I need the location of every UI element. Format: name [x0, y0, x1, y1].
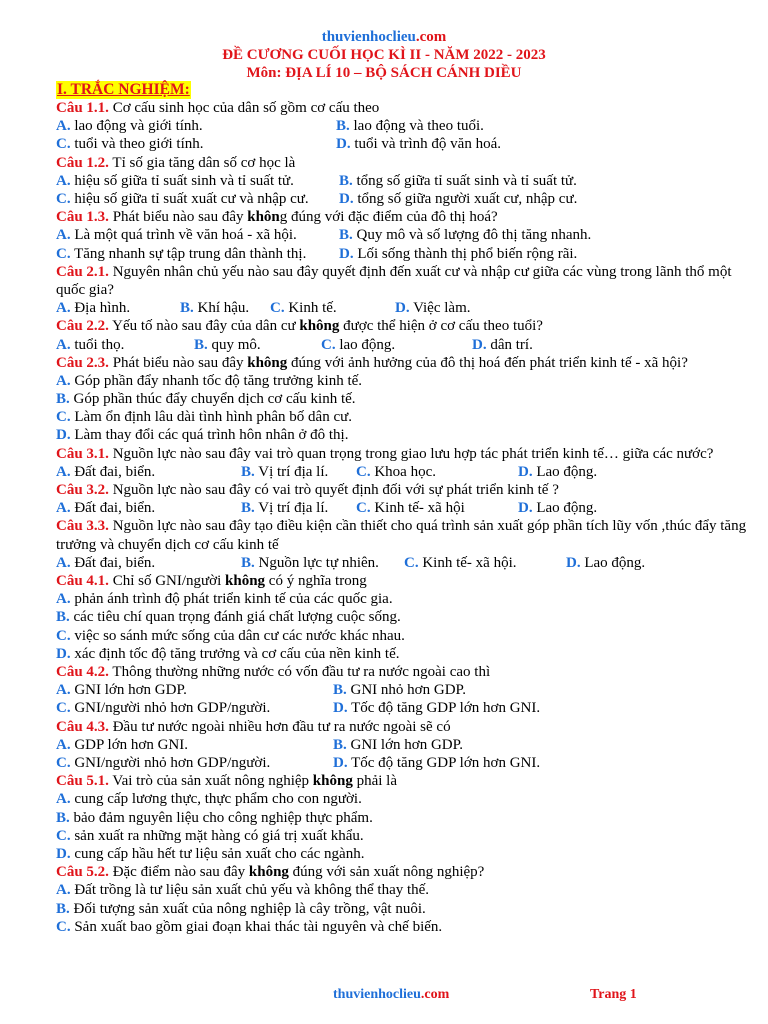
- answer-option[interactable]: [56, 790, 362, 808]
- answer-letter: D.: [56, 645, 71, 662]
- answer-option[interactable]: [56, 426, 348, 444]
- answer-text: bảo đảm nguyên liệu cho công nghiệp thực phẩm.: [69, 809, 373, 826]
- answer-letter: B.: [333, 736, 347, 753]
- answer-option[interactable]: [395, 299, 470, 317]
- answer-letter: C.: [56, 827, 71, 844]
- answer-letter: D.: [56, 845, 71, 862]
- answer-option[interactable]: [56, 117, 203, 135]
- question-label: Câu 1.3.: [56, 209, 109, 226]
- answer-text: Kinh tế- xã hội: [370, 500, 465, 517]
- question-stem: [56, 154, 756, 172]
- answer-row: [56, 918, 756, 936]
- question-text: Phát biểu nào sau đây: [108, 209, 248, 226]
- question-text: Nguồn lực nào sau đây có vai trò quyết định đối với sự phát triển kinh tế ?: [108, 482, 559, 499]
- answer-text: Lao động.: [532, 500, 598, 517]
- answer-letter: A.: [56, 227, 71, 244]
- answer-option[interactable]: [241, 499, 328, 517]
- answer-letter: A.: [56, 791, 71, 808]
- answer-text: sản xuất ra những mặt hàng có giá trị xuất khẩu.: [70, 827, 364, 844]
- question-label: Câu 4.3.: [56, 718, 109, 735]
- answer-text: Đất đai, biển.: [70, 463, 156, 480]
- answer-letter: B.: [56, 809, 70, 826]
- answer-row: [56, 554, 756, 572]
- answer-option[interactable]: [56, 190, 309, 208]
- question-stem: [56, 445, 756, 463]
- answer-row: [56, 699, 756, 717]
- section-title: I. TRẮC NGHIỆM:: [57, 81, 190, 98]
- answer-text: Đất đai, biển.: [70, 554, 156, 571]
- answer-option[interactable]: [566, 554, 645, 572]
- answer-letter: C.: [270, 300, 285, 317]
- question-text-tail: phải là: [352, 773, 397, 790]
- answer-row: [56, 845, 756, 863]
- answer-letter: C.: [56, 754, 71, 771]
- answer-option[interactable]: [56, 736, 188, 754]
- answer-letter: D.: [333, 754, 348, 771]
- question-label: Câu 5.2.: [56, 864, 109, 881]
- answer-row: [56, 463, 756, 481]
- answer-text: GNI nhỏ hơn GDP.: [346, 682, 466, 699]
- answer-option[interactable]: [56, 463, 155, 481]
- question-label: Câu 3.1.: [56, 445, 109, 462]
- answer-row: [56, 190, 756, 208]
- answer-letter: C.: [404, 554, 419, 571]
- answer-option[interactable]: [336, 117, 484, 135]
- answer-letter: C.: [356, 500, 371, 517]
- answer-letter: A.: [56, 554, 71, 571]
- answer-text: Là một quá trình về văn hoá - xã hội.: [70, 227, 297, 244]
- answer-letter: C.: [321, 336, 336, 353]
- page-number: Trang 1: [590, 987, 637, 1002]
- answer-letter: B.: [339, 172, 353, 189]
- question-stem: [56, 263, 756, 299]
- answer-option[interactable]: [56, 809, 373, 827]
- answer-row: [56, 627, 756, 645]
- answer-letter: D.: [395, 300, 410, 317]
- answer-letter: A.: [56, 336, 71, 353]
- answer-option[interactable]: [241, 463, 328, 481]
- answer-text: Làm thay đổi các quá trình hôn nhân ở đô thị.: [70, 427, 349, 444]
- answer-letter: D.: [339, 190, 354, 207]
- answer-text: Khí hậu.: [193, 300, 250, 317]
- answer-option[interactable]: [56, 645, 399, 663]
- answer-option[interactable]: [56, 918, 442, 936]
- answer-text: dân trí.: [486, 336, 533, 353]
- answer-text: cung cấp hầu hết tư liệu sản xuất cho các ngành.: [70, 845, 365, 862]
- answer-text: Sản xuất bao gồm giai đoạn khai thác tài nguyên và chế biến.: [70, 918, 443, 935]
- answer-option[interactable]: [356, 463, 436, 481]
- answer-letter: A.: [56, 591, 71, 608]
- answer-row: [56, 827, 756, 845]
- answer-row: [56, 736, 756, 754]
- question-stem: [56, 317, 756, 335]
- answer-letter: C.: [56, 245, 71, 262]
- question-label: Câu 1.2.: [56, 154, 109, 171]
- answer-option[interactable]: [518, 463, 597, 481]
- answer-option[interactable]: [56, 299, 130, 317]
- document-header: [0, 28, 768, 82]
- answer-option[interactable]: [321, 336, 395, 354]
- question-text: Đầu tư nước ngoài nhiều hơn đầu tư ra nước ngoài sẽ có: [108, 718, 451, 735]
- answer-option[interactable]: [333, 736, 463, 754]
- answer-option[interactable]: [339, 172, 577, 190]
- question-label: Câu 4.2.: [56, 664, 109, 680]
- answer-text: việc so sánh mức sống của dân cư các nước khác nhau.: [70, 627, 405, 644]
- answer-row: [56, 881, 756, 899]
- question-text-tail: đúng với sản xuất nông nghiệp?: [288, 864, 485, 881]
- answer-row: [56, 900, 756, 918]
- answer-letter: B.: [56, 391, 70, 408]
- answer-letter: A.: [56, 118, 71, 135]
- answer-row: [56, 645, 756, 663]
- answer-letter: B.: [56, 900, 70, 917]
- answer-letter: D.: [56, 427, 71, 444]
- answer-letter: B.: [194, 336, 208, 353]
- question-text-tail: đúng với ảnh hưởng của đô thị hoá đến phát triển kinh tế - xã hội?: [287, 354, 688, 371]
- answer-row: [56, 117, 756, 135]
- answer-text: hiệu số giữa tỉ suất xuất cư và nhập cư.: [70, 190, 309, 207]
- answer-letter: C.: [56, 190, 71, 207]
- answer-letter: D.: [518, 463, 533, 480]
- answer-option[interactable]: [339, 190, 577, 208]
- answer-letter: C.: [356, 463, 371, 480]
- answer-text: lao động.: [335, 336, 396, 353]
- answer-text: Kinh tế- xã hội.: [418, 554, 517, 571]
- question-label: Câu 3.3.: [56, 518, 109, 535]
- answer-option[interactable]: [56, 881, 429, 899]
- answer-option[interactable]: [56, 845, 364, 863]
- answer-text: tổng số giữa người xuất cư, nhập cư.: [353, 190, 578, 207]
- answer-option[interactable]: [56, 681, 187, 699]
- answer-option[interactable]: [404, 554, 517, 572]
- subject-title: Môn: ĐỊA LÍ 10 – BỘ SÁCH CÁNH DIỀU: [246, 65, 522, 81]
- answer-option[interactable]: [241, 554, 379, 572]
- answer-letter: B.: [336, 118, 350, 135]
- answer-option[interactable]: [270, 299, 337, 317]
- answer-text: Vị trí địa lí.: [254, 463, 329, 480]
- answer-letter: D.: [518, 500, 533, 517]
- answer-row: [56, 372, 756, 390]
- answer-text: Góp phần đẩy nhanh tốc độ tăng trưởng kinh tế.: [70, 372, 363, 389]
- answer-option[interactable]: [56, 827, 364, 845]
- answer-letter: D.: [333, 700, 348, 717]
- question-label: Câu 2.3.: [56, 354, 109, 371]
- answer-row: [56, 135, 756, 153]
- answer-letter: C.: [56, 409, 71, 426]
- answer-row: [56, 299, 756, 317]
- answer-row: [56, 336, 756, 354]
- answer-row: [56, 754, 756, 772]
- answer-text: tuổi và theo giới tính.: [70, 136, 204, 153]
- answer-text: Vị trí địa lí.: [254, 500, 329, 517]
- answer-text: Quy mô và số lượng đô thị tăng nhanh.: [352, 227, 592, 244]
- answer-letter: B.: [339, 227, 353, 244]
- answer-text: GDP lớn hơn GNI.: [70, 736, 188, 753]
- answer-text: Đối tượng sản xuất của nông nghiệp là cây trồng, vật nuôi.: [69, 900, 426, 917]
- answer-text: Làm ổn định lâu dài tình hình phân bố dân cư.: [70, 409, 353, 426]
- answer-option[interactable]: [56, 245, 306, 263]
- answer-text: tổng số giữa tỉ suất sinh và tỉ suất tử.: [352, 172, 577, 189]
- answer-option[interactable]: [518, 499, 597, 517]
- answer-row: [56, 809, 756, 827]
- answer-text: hiệu số giữa tỉ suất sinh và tỉ suất tử.: [70, 172, 294, 189]
- answer-letter: A.: [56, 463, 71, 480]
- answer-option[interactable]: [194, 336, 261, 354]
- question-stem: [56, 772, 756, 790]
- answer-option[interactable]: [56, 135, 204, 153]
- question-emphasis: khôn: [247, 209, 280, 226]
- answer-text: quy mô.: [207, 336, 261, 353]
- answer-text: tuổi và trình độ văn hoá.: [350, 136, 501, 153]
- question-emphasis: không: [312, 773, 353, 790]
- answer-letter: A.: [56, 882, 71, 899]
- answer-text: Địa hình.: [70, 300, 131, 317]
- answer-letter: D.: [566, 554, 581, 571]
- answer-text: GNI lớn hơn GDP.: [70, 682, 187, 699]
- answer-letter: C.: [56, 627, 71, 644]
- answer-option[interactable]: [56, 390, 356, 408]
- answer-row: [56, 226, 756, 244]
- answer-option[interactable]: [56, 336, 124, 354]
- answer-text: Việc làm.: [409, 300, 471, 317]
- answer-row: [56, 681, 756, 699]
- question-text: Vai trò của sản xuất nông nghiệp: [108, 773, 313, 790]
- question-list: [56, 99, 756, 936]
- answer-letter: A.: [56, 300, 71, 317]
- question-text: Cơ cấu sinh học của dân số gồm cơ cấu theo: [108, 100, 380, 116]
- question-text-tail: được thể hiện ở cơ cấu theo tuổi?: [339, 318, 543, 335]
- question-label: Câu 2.2.: [56, 318, 109, 335]
- answer-text: GNI/người nhỏ hơn GDP/người.: [70, 700, 271, 717]
- site-name[interactable]: thuvienhoclieu.com: [321, 29, 447, 45]
- question-stem: [56, 663, 756, 681]
- answer-text: lao động và theo tuổi.: [349, 118, 484, 135]
- question-emphasis: không: [225, 573, 266, 590]
- question-stem: [56, 208, 756, 226]
- answer-option[interactable]: [56, 554, 155, 572]
- question-text: Yếu tố nào sau đây của dân cư: [108, 318, 300, 335]
- exam-title: ĐỀ CƯƠNG CUỐI HỌC KÌ II - NĂM 2022 - 2023: [222, 47, 546, 63]
- answer-letter: D.: [339, 245, 354, 262]
- answer-text: lao động và giới tính.: [70, 118, 203, 135]
- answer-letter: B.: [241, 554, 255, 571]
- answer-text: Lối sống thành thị phổ biến rộng rãi.: [353, 245, 578, 262]
- answer-option[interactable]: [56, 699, 270, 717]
- answer-option[interactable]: [56, 608, 401, 626]
- answer-text: Đất trồng là tư liệu sản xuất chủ yếu và không thể thay thế.: [70, 882, 430, 899]
- answer-option[interactable]: [339, 226, 591, 244]
- answer-option[interactable]: [56, 172, 294, 190]
- answer-text: Lao động.: [580, 554, 646, 571]
- answer-letter: D.: [472, 336, 487, 353]
- answer-text: Tăng nhanh sự tập trung dân thành thị.: [70, 245, 307, 262]
- answer-text: Lao động.: [532, 463, 598, 480]
- question-text-tail: g đúng với đặc điểm của đô thị hoá?: [279, 209, 498, 226]
- answer-row: [56, 172, 756, 190]
- question-emphasis: không: [247, 354, 288, 371]
- answer-letter: A.: [56, 372, 71, 389]
- answer-text: Khoa học.: [370, 463, 436, 480]
- question-label: Câu 3.2.: [56, 482, 109, 499]
- answer-row: [56, 790, 756, 808]
- footer-site-name[interactable]: thuvienhoclieu.com: [333, 987, 450, 1002]
- question-text: Đặc điểm nào sau đây: [108, 864, 249, 881]
- question-text-tail: có ý nghĩa trong: [265, 573, 367, 590]
- answer-option[interactable]: [56, 499, 155, 517]
- question-text: Phát biểu nào sau đây: [108, 354, 248, 371]
- question-text: Nguyên nhân chủ yếu nào sau đây quyết định đến xuất cư và nhập cư giữa các vùng trong lãnh thổ một quốc gia?: [56, 263, 732, 298]
- answer-row: [56, 408, 756, 426]
- answer-letter: C.: [56, 700, 71, 717]
- answer-option[interactable]: [333, 754, 540, 772]
- answer-text: Nguồn lực tự nhiên.: [254, 554, 379, 571]
- question-label: Câu 5.1.: [56, 773, 109, 790]
- answer-row: [56, 245, 756, 263]
- answer-letter: B.: [241, 500, 255, 517]
- answer-letter: B.: [180, 300, 194, 317]
- answer-letter: C.: [56, 136, 71, 153]
- question-text: Thông thường những nước có vốn đầu tư ra nước ngoài cao thì: [108, 664, 491, 680]
- answer-text: phản ánh trình độ phát triển kinh tế của các quốc gia.: [70, 591, 393, 608]
- answer-letter: A.: [56, 736, 71, 753]
- answer-row: [56, 390, 756, 408]
- answer-option[interactable]: [339, 245, 577, 263]
- question-text: Nguồn lực nào sau đây vai trò quan trọng trong giao lưu hợp tác phát triển kinh tế… giữa các nước?: [108, 445, 714, 462]
- answer-option[interactable]: [180, 299, 249, 317]
- answer-letter: D.: [336, 136, 351, 153]
- answer-option[interactable]: [56, 408, 352, 426]
- question-stem: [56, 572, 756, 590]
- question-stem: [56, 863, 756, 881]
- answer-text: GNI lớn hơn GDP.: [346, 736, 464, 753]
- question-emphasis: không: [248, 864, 289, 881]
- answer-option[interactable]: [333, 699, 540, 717]
- question-stem: [56, 481, 756, 499]
- answer-letter: B.: [333, 682, 347, 699]
- question-stem: [56, 718, 756, 736]
- answer-letter: A.: [56, 500, 71, 517]
- answer-text: Đất đai, biển.: [70, 500, 156, 517]
- question-text: Chỉ số GNI/người: [108, 573, 226, 590]
- answer-row: [56, 608, 756, 626]
- answer-option[interactable]: [56, 627, 405, 645]
- answer-letter: A.: [56, 172, 71, 189]
- answer-option[interactable]: [356, 499, 465, 517]
- answer-text: Kinh tế.: [284, 300, 337, 317]
- answer-option[interactable]: [333, 681, 466, 699]
- answer-letter: B.: [241, 463, 255, 480]
- answer-option[interactable]: [56, 226, 297, 244]
- answer-text: Tốc độ tăng GDP lớn hơn GNI.: [347, 700, 541, 717]
- question-label: Câu 1.1.: [56, 100, 109, 116]
- answer-option[interactable]: [56, 754, 270, 772]
- question-text: Tỉ số gia tăng dân số cơ học là: [108, 154, 296, 171]
- answer-option[interactable]: [56, 590, 393, 608]
- answer-text: Tốc độ tăng GDP lớn hơn GNI.: [347, 754, 541, 771]
- answer-text: GNI/người nhỏ hơn GDP/người.: [70, 754, 271, 771]
- question-emphasis: không: [299, 318, 340, 335]
- answer-text: các tiêu chí quan trọng đánh giá chất lượng cuộc sống.: [69, 609, 401, 626]
- answer-letter: C.: [56, 918, 71, 935]
- answer-letter: A.: [56, 682, 71, 699]
- question-stem: [56, 354, 756, 372]
- question-stem: [56, 517, 756, 553]
- answer-row: [56, 590, 756, 608]
- answer-row: [56, 426, 756, 444]
- question-label: Câu 2.1.: [56, 263, 109, 280]
- answer-letter: B.: [56, 609, 70, 626]
- answer-option[interactable]: [56, 900, 426, 918]
- answer-text: Góp phần thúc đẩy chuyển dịch cơ cấu kinh tế.: [69, 391, 356, 408]
- question-label: Câu 4.1.: [56, 573, 109, 590]
- answer-text: cung cấp lương thực, thực phẩm cho con người.: [70, 791, 362, 808]
- question-stem: [56, 99, 756, 117]
- answer-text: xác định tốc độ tăng trưởng và cơ cấu của nền kinh tế.: [70, 645, 400, 662]
- answer-text: tuổi thọ.: [70, 336, 125, 353]
- answer-option[interactable]: [336, 135, 501, 153]
- answer-option[interactable]: [472, 336, 533, 354]
- answer-option[interactable]: [56, 372, 362, 390]
- question-text: Nguồn lực nào sau đây tạo điều kiện cần thiết cho quá trình sản xuất góp phần tích lũy vốn ,thúc đẩy tăng trưởng và chuyển dịch cơ cấu kinh tế: [56, 518, 747, 553]
- answer-row: [56, 499, 756, 517]
